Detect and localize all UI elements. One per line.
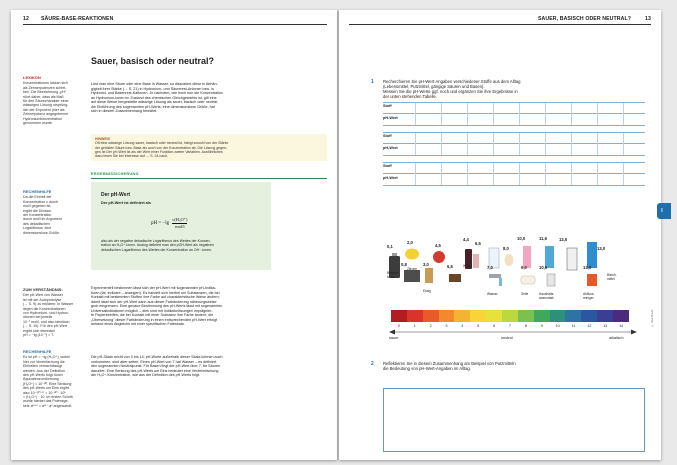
rechenhilfe-line: der Konzentration <box>23 213 52 218</box>
intro-paragraph <box>91 82 327 114</box>
lexikon-line: ben. Die Bezeichnung „pH" <box>23 90 67 95</box>
ph-scale-numbers <box>391 310 629 328</box>
image-credit: © Irina Pinzel <box>651 310 654 327</box>
rechenhilfe-2-line: hier zur Vereinfachung die <box>23 359 65 364</box>
rechenhilfe-2-line: setz aᵐ⁺ⁿ = aᵐ · aⁿ angewandt. <box>23 403 73 408</box>
ergebnissicherung-rule <box>91 178 327 179</box>
task-2-line: die Bedeutung von pH-Wert-Angaben im Alltag. <box>383 366 471 371</box>
vinegar-bottle-icon <box>425 268 433 283</box>
task-2-number: 2 <box>371 361 374 367</box>
item-name-label: Wasser <box>487 292 498 296</box>
item-name-label: Seife <box>521 292 529 296</box>
ammonia-bottle-icon <box>547 274 555 286</box>
rechenhilfe-line: dimensionslose Größe. <box>23 230 60 235</box>
ph-scale-number: 2 <box>429 324 432 328</box>
ph-scale-number: 4 <box>461 324 464 328</box>
table-input-cell[interactable] <box>545 114 571 125</box>
glass-icon <box>473 254 479 268</box>
table-row-line <box>383 155 645 156</box>
item-name-label: Essig <box>423 289 431 293</box>
ph-value-label: 10,0 <box>517 236 526 241</box>
lexikon-line: als Zehnerpotenzen schrei- <box>23 85 67 90</box>
drain-cleaner-2-icon <box>587 274 597 286</box>
indicator-line: te Papierstreifen, die bei Kontakt mit einer Substanz ihre Farbe ändern; die <box>91 313 214 317</box>
lexikon-line: Konzentrationen lassen sich <box>23 81 68 86</box>
table-input-cell[interactable] <box>493 174 519 185</box>
scale-label-base: alkalisch <box>609 336 624 340</box>
rechenhilfe-2-line: (H₃O⁺) = 10⁻ᵖᴴ. Eine Senkung <box>23 381 72 386</box>
table-top-line <box>383 102 645 103</box>
scale-line: Die pH-Skala reicht von 0 bis 14; pH-Werte außerhalb dieser Skala können auch <box>91 355 223 359</box>
rechenhilfe-2-line: Äquivalenzumformung <box>23 377 59 382</box>
table-input-cell[interactable] <box>493 144 519 155</box>
table-input-cell[interactable] <box>545 144 571 155</box>
scale-label-acid: sauer <box>389 336 399 340</box>
rechenhilfe-text <box>23 195 83 235</box>
indicator-paragraph <box>91 286 327 327</box>
hinweis-title: HINWEIS <box>95 137 110 141</box>
table-input-cell[interactable] <box>623 114 649 125</box>
scale-line: vorkommen, sind aber selten. Einen pH-Wert von 7 hat Wasser – es definiert <box>91 359 217 364</box>
arrow-left-icon <box>389 330 395 335</box>
rechenhilfe-2-line: Einheiten vernachlässigt <box>23 364 62 369</box>
table-input-cell[interactable] <box>467 174 493 185</box>
rechenhilfe-2-line: des pH-Werts folgt durch <box>23 373 63 378</box>
task-2-line: Reflektieren Sie in diesem Zusammenhang am Beispiel von Putzmitteln <box>383 361 516 366</box>
lexikon-line: wässrigen Lösung ursprüng- <box>23 103 69 108</box>
ph-value-label: 4,5 <box>435 243 441 248</box>
rechenhilfe-line: ergibt die Division <box>23 208 52 213</box>
definition-title: Der pH-Wert <box>101 192 131 198</box>
rechenhilfe-2-line: also 10⁻⁽ᵖᴴ⁻¹⁾ = 10⁻ᵖᴴ · 10¹ <box>23 390 66 395</box>
table-input-cell[interactable] <box>415 144 441 155</box>
task-1-line: Messen Sie die pH-Werte ggf. noch und ergänzen Sie ihre Ergebnisse in <box>383 89 518 94</box>
lexikon-line: Hydroniumkonzentration <box>23 116 62 121</box>
table-input-cell[interactable] <box>441 114 467 125</box>
lexikon-note <box>23 76 83 125</box>
item-name-label: Zitrone <box>407 267 417 271</box>
hinweis-line: der gelösten Säure bzw. Base als auch von der Konzentration ab. Die Lösung gegen- <box>95 145 228 150</box>
task-1-line: Recherchieren Sie pH-Wert-Angaben verschiedener Stoffe aus dem Alltag <box>383 79 521 84</box>
ph-value-label: 12,0 <box>559 237 568 242</box>
ph-scale-number: 8 <box>524 324 527 328</box>
hinweis-line: dazu lesen Sie bei Interesse auf → S. 24 nach. <box>95 154 168 159</box>
table-row-label: pH-Wert <box>383 146 398 150</box>
intro-line: sich in diesem Zusammenhang bewährt. <box>91 109 158 113</box>
scale-label-neutral: neutral <box>501 336 513 340</box>
ph-scale-number: 10 <box>555 324 560 328</box>
lexikon-line: rührt daher, dass als Maß <box>23 94 64 99</box>
running-title-right: SAUER, BASISCH ODER NEUTRAL? <box>537 16 631 22</box>
table-input-cell[interactable] <box>467 144 493 155</box>
verstaendnis-line: von Hydronium- und Hydrox- <box>23 311 69 316</box>
table-top-line <box>383 132 645 133</box>
ph-value-label: 10,5 <box>539 265 548 270</box>
intro-line: auf diese Weise hergestellte wässrige Lösung als sauer, basisch oder neutral; <box>91 100 219 104</box>
tap-icon <box>489 274 501 278</box>
lexikon-line: lich der Exponent (hier als <box>23 107 65 112</box>
water-drop-icon <box>499 278 502 286</box>
ph-scale-number: 13 <box>603 324 608 328</box>
ph-value-label: 13,0 <box>583 265 592 270</box>
scale-line: darunter. Eine Senkung des pH-Werts um Eins bedeutet eine Verzehnfachung <box>91 368 219 373</box>
soap-icon <box>521 276 535 284</box>
rechenhilfe-2-line: werden. Aus der Definition <box>23 368 65 373</box>
verstaendnis-line: ist mit der Autoprotolyse <box>23 297 62 302</box>
table-input-cell[interactable] <box>415 114 441 125</box>
verstaendnis-line: liegen die Konzentrationen <box>23 306 66 311</box>
task-1-text <box>383 79 645 99</box>
indicator-line: toren (lat. indicare – anzeigen). Es handelt sich hierbei um Substanzen, die bei <box>91 290 220 295</box>
lemon-icon <box>405 249 419 260</box>
ergebnissicherung-label: ERGEBNISSICHERUNG <box>91 172 139 176</box>
rechenhilfe-line: Logarithmus' eine <box>23 226 52 231</box>
intro-line: die Einführung des sogenannten pH-Werts, eine dimensionslose Größe, hat <box>91 104 215 109</box>
table-input-cell[interactable] <box>519 114 545 125</box>
indicator-line: Experimentell bestimmen lässt sich der pH-Wert mit sogenannten pH-Indika- <box>91 286 216 290</box>
item-name-label: Bleich- mittel <box>607 273 617 281</box>
table-input-cell[interactable] <box>571 174 597 185</box>
table-row-label: Stoff <box>383 104 392 108</box>
ph-illustration <box>383 234 645 306</box>
rechenhilfe-2-line: wurde hierbei das Potenzge- <box>23 399 69 404</box>
indicator-line: damit lässt sich der pH-Wert dann aus dieser Farbänderung näherungsweise <box>91 299 217 304</box>
ph-value-label: 11,6 <box>539 236 547 241</box>
table-input-cell[interactable] <box>545 174 571 185</box>
intro-line: an Hydronium-Ionen im Zustand des chemischen Gleichgewichts ist, gilt eine <box>91 95 217 100</box>
definition-subtitle: Der pH-Wert ist definiert als <box>101 201 151 205</box>
table-input-cell[interactable] <box>597 114 623 125</box>
egg-icon <box>505 254 514 266</box>
formula-denominator: mol/l <box>175 224 185 229</box>
rechenhilfe-title-2: RECHENHILFE <box>23 349 52 354</box>
verstaendnis-line: pH = −lg (10⁻⁷) = 7. <box>23 333 55 338</box>
indicator-line: anhand eines Abgleichs mit einer spezifischen Farbskala. <box>91 322 185 326</box>
table-row-label: Stoff <box>383 164 392 168</box>
formula-lhs: pH = −lg <box>151 221 170 227</box>
table-top-line <box>383 162 645 163</box>
table-input-cell[interactable] <box>571 144 597 155</box>
table-input-cell[interactable] <box>571 114 597 125</box>
definition-line: dekadischen Logarithmus des Wertes der Konzentration an OH⁻-Ionen. <box>101 247 212 252</box>
chapter-tab <box>657 203 671 219</box>
verstaendnis-note <box>23 288 83 337</box>
intro-line: Hydroxid- und Basenrest-Kationen. Je nachdem, wie hoch nun die Konzentration <box>91 91 224 95</box>
header-rule <box>23 24 327 25</box>
table-input-cell[interactable] <box>519 174 545 185</box>
lexikon-line: genommen wurde. <box>23 121 53 126</box>
item-name-label: Abfluss- reiniger <box>583 292 595 300</box>
lexikon-title: LEXIKON <box>23 75 41 80</box>
ph-value-label: 2,0 <box>407 240 413 245</box>
rechenhilfe-text-2 <box>23 355 83 408</box>
hinweis-box <box>91 134 327 161</box>
table-input-cell[interactable] <box>441 174 467 185</box>
table-input-cell[interactable] <box>623 144 649 155</box>
table-input-cell[interactable] <box>597 174 623 185</box>
ph-scale-number: 3 <box>445 324 448 328</box>
formula-numerator: c(H₃O⁺) <box>172 217 188 222</box>
rechenhilfe-line: Konzentration c durch <box>23 199 58 204</box>
lexikon-line: für den Säurecharakter einer <box>23 99 69 104</box>
table-input-cell[interactable] <box>597 144 623 155</box>
definition-line: also als der negative dekadische Logarithmus des Wertes der Konzen- <box>101 239 211 243</box>
definition-line: tration an H₃O⁺-Ionen. Analog definiert man den pOH-Wert als negativen <box>101 243 214 248</box>
ph-value-label: 7,0 <box>487 265 493 270</box>
lexikon-text <box>23 81 83 125</box>
rechenhilfe-line: durch mol/l im Argument <box>23 217 62 222</box>
hinweis-line: gen ist Der pH-Wert ist als der Wert einer Funktion zweier Variablen. Ausführliches <box>95 149 223 154</box>
table-row-label: Stoff <box>383 134 392 138</box>
apple-icon <box>433 251 445 263</box>
page-number-right: 13 <box>645 16 651 22</box>
chapter-tab-label: I <box>661 208 663 214</box>
page-number: 12 <box>23 16 29 22</box>
rechenhilfe-line: des dekadischen <box>23 221 50 226</box>
answer-box[interactable] <box>383 388 645 452</box>
ph-value-label: 4,4 <box>463 237 469 242</box>
rechenhilfe-2-line: Es ist pH = −lg (H₃O⁺), wobei <box>23 355 70 360</box>
table-input-cell[interactable] <box>467 114 493 125</box>
left-page <box>11 10 337 460</box>
ph-scale-number: 9 <box>540 324 543 328</box>
header-rule-right <box>349 24 651 25</box>
verstaendnis-line: idionen bei jeweils <box>23 315 53 320</box>
bleach-bottle-icon <box>567 248 577 270</box>
rechenhilfe-note-2 <box>23 350 83 408</box>
indicator-line: grob eingrenzen. Eine genaue Bestimmung des pH-Werts lässt mit sogenannten <box>91 304 223 308</box>
definition-text <box>101 239 269 252</box>
verstaendnis-title: ZUM VERSTÄNDNIS: <box>23 287 63 292</box>
scale-line: der H₃O⁺-Konzentration, wie aus der Definition des pH-Werts folgt. <box>91 373 201 377</box>
intro-line: gigkeit ihrer Stärke (→ S. 21) in Hydronium- und Säurerest-Anionen bzw. in <box>91 86 214 91</box>
task-2-text <box>383 361 645 371</box>
indicator-line: Universalindikatoren möglich – dies sind mit Indikatorlösungen imprägnier- <box>91 308 213 313</box>
ph-formula <box>151 217 187 229</box>
scale-arrow-svg <box>383 326 645 346</box>
task-1-line: (Lebensmittel, Putzmittel, gängige Säuren und Basen). <box>383 84 485 89</box>
rechenhilfe-line: Da die Einheit der <box>23 195 52 200</box>
rechenhilfe-line: mol/l gegeben ist, <box>23 204 52 209</box>
verstaendnis-text <box>23 293 83 337</box>
verstaendnis-line: (→ S. 9) zu erklären: In Wasser <box>23 302 74 307</box>
chapter-title: Sauer, basisch oder neutral? <box>91 56 215 66</box>
table-input-cell[interactable] <box>441 144 467 155</box>
hinweis-line: Oft eine wässrige Lösung sauer, basisch oder neutral ist, hängt sowohl von der Stärke <box>95 141 229 146</box>
item-name-label: Wein <box>463 264 471 268</box>
table-row-label: pH-Wert <box>383 176 398 180</box>
scale-line: den sogenannten Neutralpunkt. Für Basen liegt der pH-Wert über 7, für Säuren <box>91 364 221 368</box>
table-row-line <box>383 185 645 186</box>
rechenhilfe-2-line: des pH-Werts um Eins ergibt <box>23 386 69 391</box>
rechenhilfe-note-1 <box>23 190 83 235</box>
right-page <box>339 10 661 460</box>
household-items-svg <box>383 234 645 306</box>
verstaendnis-line: Der pH-Wert von Wasser <box>23 293 63 298</box>
ph-value-label: 6,5 <box>475 241 481 246</box>
indicator-line: „Übersetzung" dieser Farbänderung in einen entsprechenden pH-Wert erfolgt <box>91 317 218 322</box>
ph-scale-number: 6 <box>493 324 496 328</box>
item-name-label: Batterie- säure <box>387 271 400 279</box>
hinweis-text <box>95 141 323 158</box>
ph-value-label: 5,5 <box>447 264 453 269</box>
ph-scale-number: 11 <box>571 324 576 328</box>
table-input-cell[interactable] <box>623 174 649 185</box>
ph-scale-number: 1 <box>413 324 416 328</box>
rechenhilfe-2-line: = (H₃O⁺) · 10. Im ersten Schritt <box>23 395 73 400</box>
table-row-label: pH-Wert <box>383 116 398 120</box>
ph-scale-number: 0 <box>397 324 400 328</box>
ph-value-label: 3,0 <box>423 262 429 267</box>
intro-line: Löst man eine Säure oder eine Base in Wasser, so dissoziiert diese in Abhän- <box>91 82 218 86</box>
ph-scale-number: 12 <box>587 324 592 328</box>
indicator-line: Kontakt mit bestimmten Stoffen ihre Farbe auf charakteristische Weise ändern; <box>91 295 220 299</box>
item-name-label: Haushalts- ammoniak <box>539 292 555 300</box>
ph-scale-number: 7 <box>509 324 511 328</box>
ph-value-label: 0,1 <box>387 244 393 249</box>
ph-value-label: 13,0 <box>597 246 606 251</box>
ph-scale <box>383 310 645 350</box>
table-input-cell[interactable] <box>415 174 441 185</box>
rechenhilfe-title: RECHENHILFE <box>23 189 52 194</box>
lexikon-line: Zehnerpotenz angegebenen <box>23 112 69 117</box>
verstaendnis-line: ergibt sich demnach <box>23 328 56 333</box>
task-1-number: 1 <box>371 79 374 85</box>
ph-scale-number: 5 <box>477 324 480 328</box>
scale-paragraph <box>91 355 327 378</box>
arrow-right-icon <box>631 330 637 335</box>
ph-scale-number: 14 <box>619 324 624 328</box>
coffee-cup-icon <box>449 274 461 282</box>
task-1-line: der unten stehenden Tabelle. <box>383 94 437 99</box>
table-row-line <box>383 125 645 126</box>
battery-cap-icon <box>392 253 397 256</box>
running-title: SÄURE-BASE-REAKTIONEN <box>41 16 114 22</box>
ph-value-label: 9,0 <box>521 265 527 270</box>
verstaendnis-line: 10⁻⁷ mol/l, und also identisch <box>23 319 70 324</box>
verstaendnis-line: (→ S. 10). Für den pH-Wert <box>23 324 68 329</box>
ph-value-label: 0,8 <box>401 262 407 267</box>
table-input-cell[interactable] <box>493 114 519 125</box>
ph-value-label: 8,0 <box>503 246 509 251</box>
table-input-cell[interactable] <box>519 144 545 155</box>
